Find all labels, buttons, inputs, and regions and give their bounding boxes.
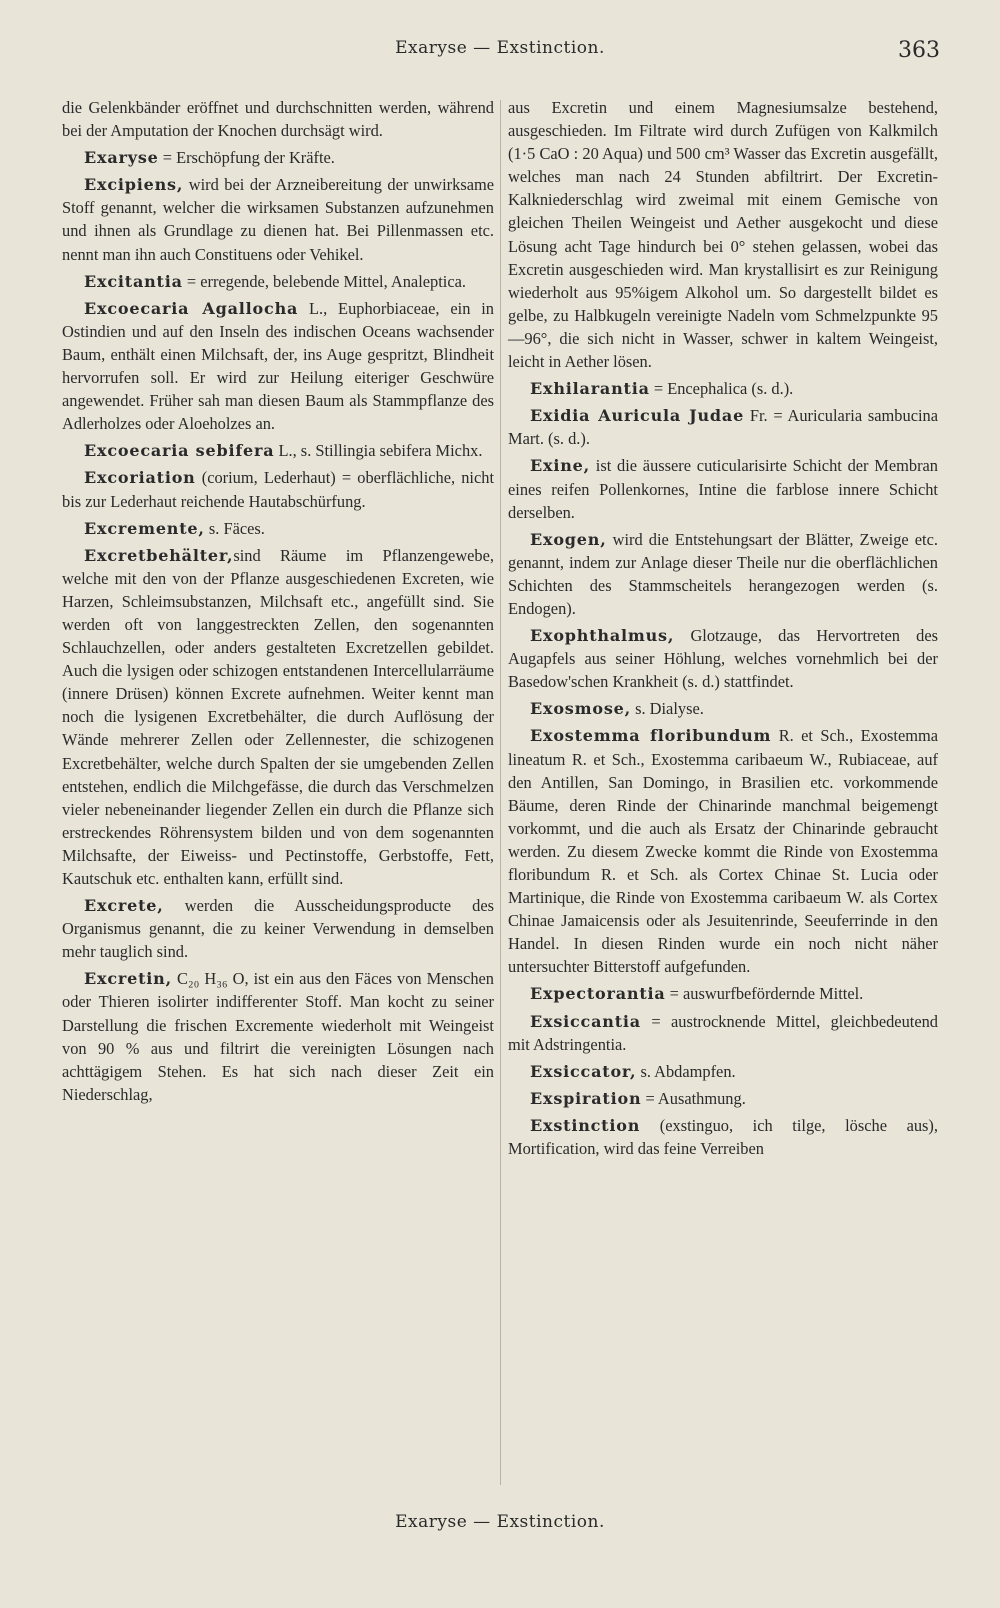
dictionary-entry: [62, 544, 494, 890]
entry-headword: Excretin,: [84, 969, 172, 989]
entry-text: = Ausathmung.: [641, 1088, 746, 1108]
dictionary-entry: [62, 297, 494, 436]
entry-headword: Excitantia: [84, 271, 183, 291]
entry-headword: Exsiccantia: [530, 1011, 641, 1031]
entry-headword: Excoriation: [84, 468, 196, 488]
dictionary-entry: [508, 528, 938, 620]
entry-headword: Exaryse: [84, 148, 159, 168]
entry-headword: Exosmose,: [530, 699, 631, 719]
dictionary-entry: [508, 454, 938, 523]
entry-text: s. Dialyse.: [630, 699, 704, 719]
dictionary-entry: [62, 439, 494, 462]
dictionary-entry: [508, 1114, 938, 1160]
entry-continuation: [508, 96, 938, 373]
entry-headword: Exspiration: [530, 1088, 642, 1108]
entry-headword: Exhilarantia: [530, 379, 650, 399]
entry-text: = auswurfbefördernde Mittel.: [665, 984, 864, 1004]
dictionary-entry: [508, 1010, 938, 1056]
dictionary-entry: [62, 967, 494, 1106]
entry-text: (corium, Lederhaut) = oberflächliche, nicht bis zur Lederhaut reichende Hautabschürfung.: [62, 468, 494, 511]
dictionary-entry: [508, 1087, 938, 1110]
entry-text: C₂₀ H₃₆ O, ist ein aus den Fäces von Menschen oder Thieren isolirter indifferenter Stoff. Man kocht zu seiner Darstellung die frischen Excremente wiederholt mit Weingeist von 90 % aus und filtrirt die vereinigten Lösungen nach achttägigem Stehen. Es hat sich nach dieser Zeit ein Niederschlag,: [62, 969, 494, 1104]
entry-text: wird bei der Arzneibereitung der unwirksame Stoff genannt, welcher die wirksamen Substanzen aufzunehmen und ihnen als Grundlage zu dienen hat. Bei Pillenmassen etc. nennt man ihn auch Constituens oder Vehikel.: [62, 175, 494, 264]
page-number: 363: [898, 38, 940, 63]
dictionary-entry: [62, 894, 494, 963]
entry-headword: Excretbehälter,: [84, 545, 234, 565]
entry-text: ist die äussere cuticularisirte Schicht der Membran eines reifen Pollenkornes, Intine die farblose innere Schicht derselben.: [508, 456, 938, 522]
dictionary-entry: [508, 724, 938, 978]
entry-text: (exstinguo, ich tilge, lösche aus), Mortification, wird das feine Verreiben: [508, 1115, 938, 1159]
entry-headword: Excremente,: [84, 518, 205, 538]
entry-text: s. Fäces.: [204, 518, 265, 538]
entry-text: = Encephalica (s. d.).: [649, 379, 794, 399]
entry-headword: Excoecaria sebifera: [84, 441, 275, 461]
entry-headword: Exidia Auricula Judae: [530, 406, 745, 426]
entry-headword: Exsiccator,: [530, 1061, 637, 1081]
dictionary-entry: [62, 270, 494, 293]
entry-text: werden die Ausscheidungsproducte des Organismus genannt, die zu keiner Verwendung in demselben mehr tauglich sind.: [62, 896, 494, 962]
entry-text: Fr. = Auricularia sambucina Mart. (s. d.).: [508, 406, 938, 449]
dictionary-entry: [62, 146, 494, 169]
dictionary-entry: [508, 697, 938, 720]
dictionary-entry: [62, 173, 494, 265]
entry-text: s. Abdampfen.: [636, 1061, 736, 1081]
dictionary-entry: [508, 1060, 938, 1083]
entry-headword: Exophthalmus,: [530, 626, 675, 646]
column-divider: [500, 100, 501, 1485]
entry-headword: Expectorantia: [530, 984, 666, 1004]
entry-text: = erregende, belebende Mittel, Analeptica.: [182, 271, 466, 291]
entry-text: = Erschöpfung der Kräfte.: [158, 148, 335, 168]
entry-text: L., s. Stillingia sebifera Michx.: [274, 441, 483, 461]
entry-text: die Gelenkbänder eröffnet und durchschnitten werden, während bei der Amputation der Knochen durchsägt wird.: [62, 98, 494, 141]
entry-headword: Exogen,: [530, 529, 607, 549]
running-head: Exaryse — Exstinction.: [395, 38, 605, 58]
dictionary-entry: [508, 377, 938, 400]
entry-continuation: [62, 96, 494, 142]
dictionary-entry: [508, 624, 938, 693]
entry-headword: Excrete,: [84, 896, 164, 916]
entry-text: sind Räume im Pflanzengewebe, welche mit den von der Pflanze ausgeschiedenen Excreten, wie Harzen, Schleimsubstanzen, Milchsaft etc., angefüllt sind. Sie werden oft von langgestreckten Zellen, den sogenannten Schlauchzellen, oder anders gestalteten Excretzellen gebildet. Auch die lysigen oder schizogen entstandenen Intercellularräume (innere Drüsen) können Excrete aufnehmen. Weiter kennt man noch die lysigenen Excretbehälter, die durch Auflösung der Wände mehrerer Zellen oder Zellennester, die schizogenen Excretbehälter, welche durch Spalten der sie umgebenden Zellen entstehen, endlich die Milchgefässe, die durch das Verschmelzen vieler nebeneinander liegender Zellen ein durch die Pflanze sich erstreckendes Röhrensystem bilden und von dem sogenannten Milchsafte, der Eiweiss- und Pectinstoffe, Gerbstoffe, Fett, Kautschuk etc. enthalten kann, erfüllt sind.: [62, 545, 494, 888]
entry-headword: Exine,: [530, 456, 590, 476]
dictionary-entry: [508, 982, 938, 1005]
entry-text: Glotzauge, das Hervortreten des Augapfels aus seiner Höhlung, welches vornehmlich bei der Basedow'schen Krankheit (s. d.) stattfindet.: [508, 626, 938, 692]
entry-text: aus Excretin und einem Magnesiumsalze bestehend, ausgeschieden. Im Filtrate wird durch Zufügen von Kalkmilch (1·5 CaO : 20 Aqua) und 500 cm³ Wasser das Excretin ausgefällt, welches man nach 24 Stunden abfiltrirt. Der Excretin-Kalkniederschlag wird zweimal mit einem Gemische von gleichen Theilen Weingeist und Aether ausgekocht und diese Lösung acht Tage hindurch bei 0° stehen gelassen, wobei das Excretin ausgeschieden wird. Man krystallisirt es zur Reinigung wiederholt aus 95%igem Alkohol um. So dargestellt bildet es gelbe, zu Halbkugeln vereinigte Nadeln vom Schmelzpunkte 95—96°, die sich nicht in Wasser, schwer in kaltem Weingeist, leicht in Aether lösen.: [508, 98, 938, 372]
dictionary-entry: [508, 404, 938, 450]
entry-text: = austrocknende Mittel, gleichbedeutend mit Adstringentia.: [508, 1011, 938, 1054]
dictionary-entry: [62, 466, 494, 512]
entry-text: R. et Sch., Exostemma lineatum R. et Sch., Exostemma caribaeum W., Rubiaceae, auf den Antillen, San Domingo, in Brasilien etc. vorkommende Bäume, deren Rinde der Chinarinde manchmal beigemengt vorkommt, und die auch als Ersatz der Chinarinde gebraucht werden. Zu diesem Zwecke kommt die Rinde von Exostemma floribundum R. et Sch. als Cortex Chinae St. Lucia oder Martinique, die Rinde von Exostemma caribaeum W. als Cortex Chinae Jamaicensis oder als Jesuitenrinde, Seeuferrinde in den Handel. In diesen Rinden wurde ein noch nicht näher untersuchter Bitterstoff aufgefunden.: [508, 726, 938, 977]
entry-text: L., Euphorbiaceae, ein in Ostindien und auf den Inseln des indischen Oceans wachsender Baum, enthält einen Milchsaft, der, ins Auge gespritzt, Blindheit hervorrufen soll. Er wird zur Heilung eiteriger Geschwüre angewendet. Früher sah man diesen Baum als Stammpflanze des Adlerholzes oder Aloeholzes an.: [62, 298, 494, 434]
footer-running-head: Exaryse — Exstinction.: [395, 1512, 605, 1532]
entry-headword: Excipiens,: [84, 175, 184, 195]
entry-headword: Exostemma floribundum: [530, 726, 772, 746]
left-column: [62, 96, 494, 1110]
right-column: [508, 96, 938, 1164]
dictionary-entry: [62, 517, 494, 540]
entry-text: wird die Entstehungsart der Blätter, Zweige etc. genannt, indem zur Anlage dieser Theile nur die oberflächlichen Schichten des Stammscheitels herangezogen werden (s. Endogen).: [508, 529, 938, 618]
entry-headword: Exstinction: [530, 1115, 641, 1135]
entry-headword: Excoecaria Agallocha: [84, 298, 299, 318]
